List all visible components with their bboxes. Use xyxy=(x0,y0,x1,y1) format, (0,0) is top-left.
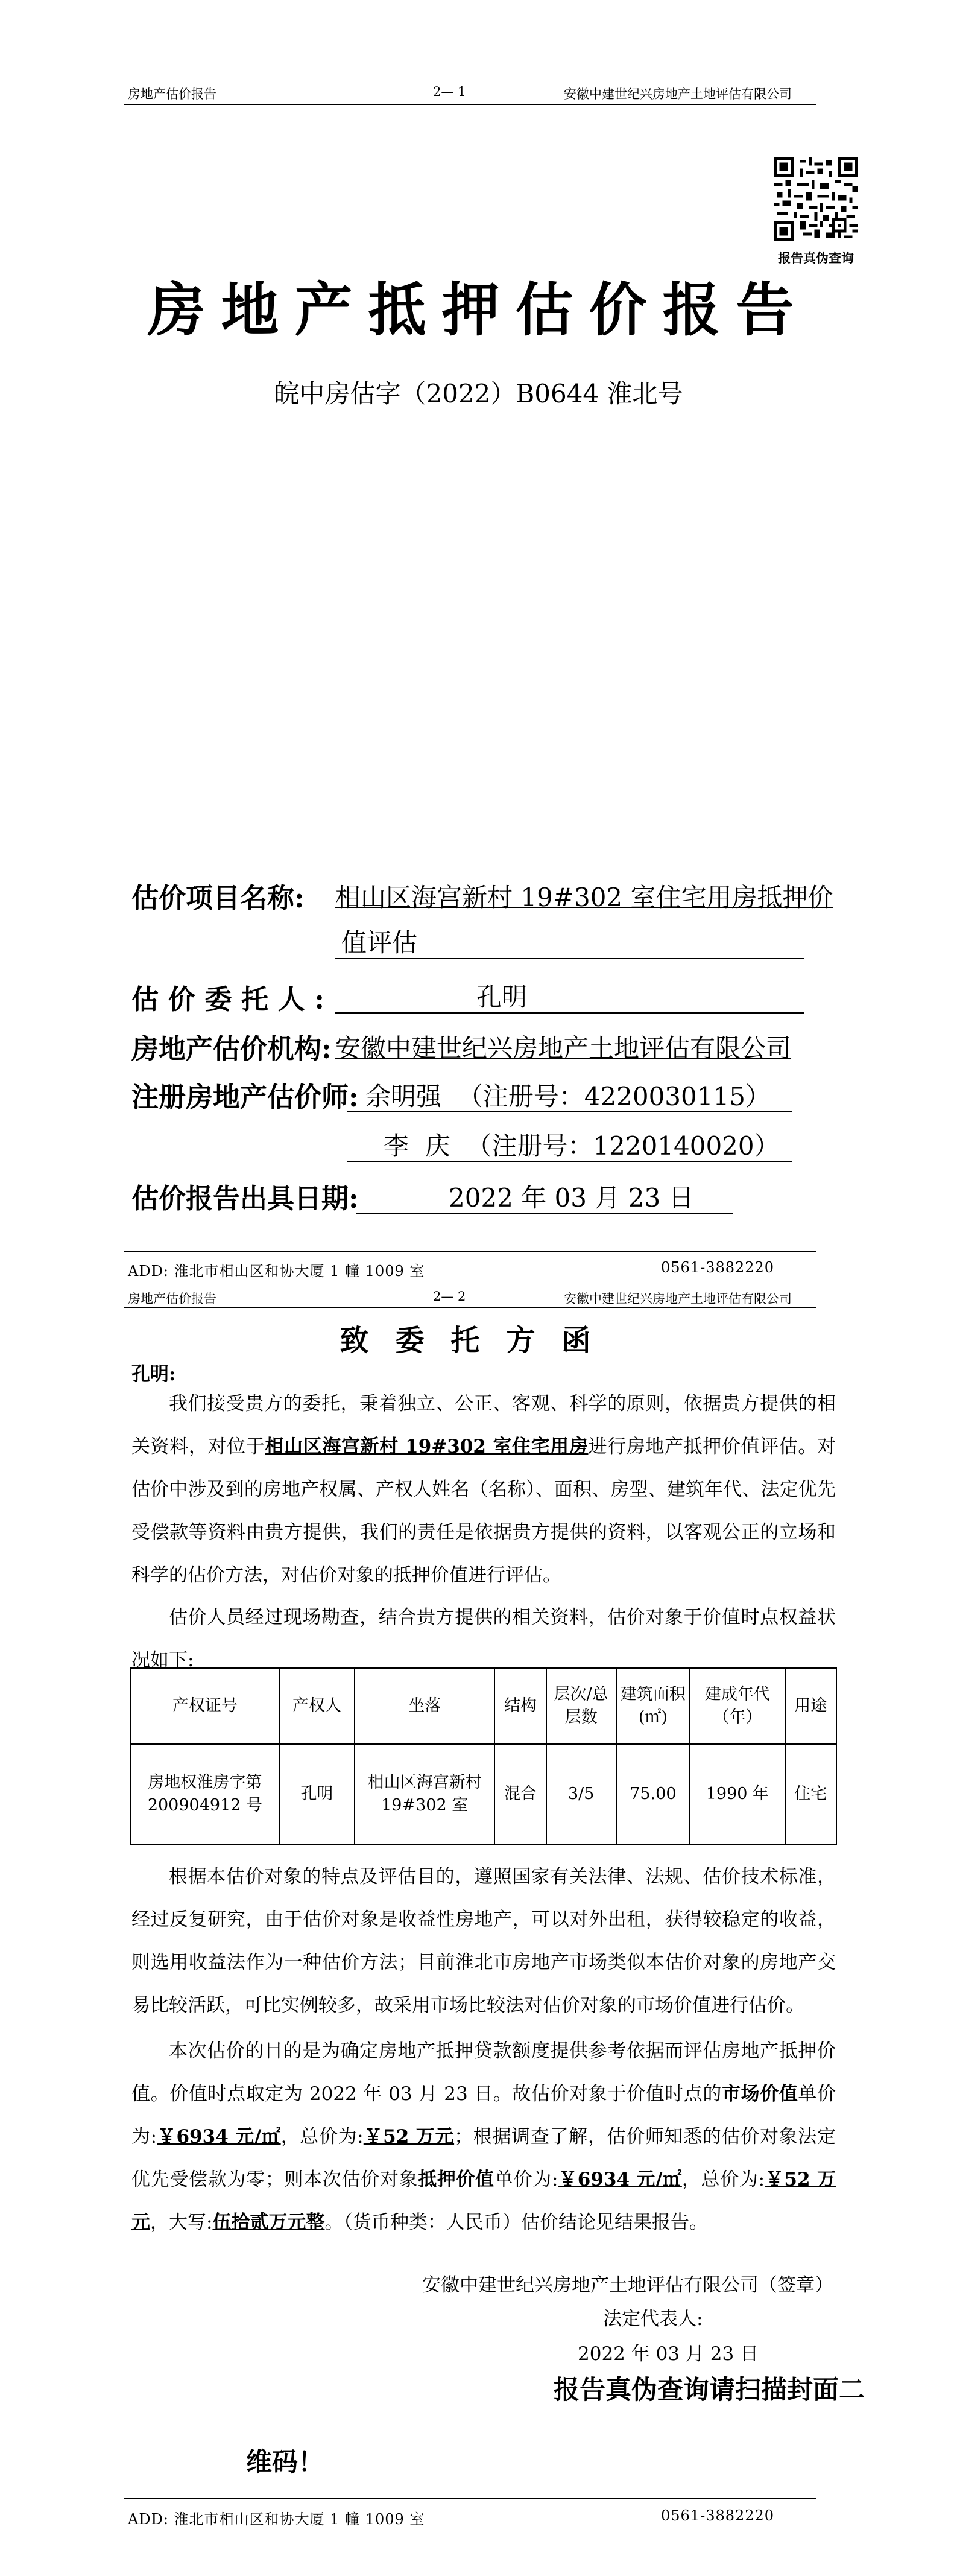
project-name-line2-underline xyxy=(335,956,804,959)
qr-code-icon[interactable] xyxy=(774,157,858,241)
table-header-cell: 用途 xyxy=(785,1668,836,1744)
signing-company: 安徽中建世纪兴房地产土地评估有限公司（签章） xyxy=(422,2274,833,2296)
report-date-label: 估价报告出具日期: xyxy=(131,1182,359,1214)
client-underline xyxy=(335,1010,804,1014)
market-unit-price: ￥6934 元/㎡ xyxy=(157,2126,281,2148)
property-address: 相山区海宫新村 19#302 室住宅用房 xyxy=(265,1436,589,1458)
project-name-line2: 值评估 xyxy=(341,928,418,957)
page1-footer-address: ADD: 淮北市相山区和协大厦 1 幢 1009 室 xyxy=(128,1263,425,1280)
table-cell-location: 相山区海宫新村19#302 室 xyxy=(355,1744,494,1844)
table-cell-year: 1990 年 xyxy=(690,1744,785,1844)
table-header-cell: 建筑面积(㎡) xyxy=(616,1668,690,1744)
table-header-cell: 结构 xyxy=(494,1668,546,1744)
letter-title: 致委托方函 xyxy=(340,1324,617,1357)
appraiser-1: 余明强 （注册号：4220030115） xyxy=(365,1082,771,1111)
project-name-label: 估价项目名称: xyxy=(131,882,305,914)
legal-representative: 法定代表人: xyxy=(603,2308,703,2330)
table-cell-area: 75.00 xyxy=(616,1744,690,1844)
page1-header-rule xyxy=(124,104,816,105)
paragraph-valuation-result: 本次估价的目的是为确定房地产抵押贷款额度提供参考依据而评估房地产抵押价值。价值时点取定为 2022 年 03 月 23 日。故估价对象于价值时点的市场价值单价为:￥6934 元/㎡，总价为:￥52 万元；根据调查了解，估价师知悉的估价对象法定优先受偿款为零；则本次估价对象抵押价值单价为:￥6934 元/㎡，总价为:￥52 万元，大写:伍拾贰万元整。（货币种类：人民币）估价结论见结果报告。 xyxy=(131,2040,836,2233)
page2-header-left: 房地产估价报告 xyxy=(128,1292,216,1306)
salutation: 孔明: xyxy=(131,1363,176,1385)
table-header-cell: 坐落 xyxy=(355,1668,494,1744)
agency-value: 安徽中建世纪兴房地产土地评估有限公司 xyxy=(335,1033,792,1063)
table-cell-floor: 3/5 xyxy=(546,1744,616,1844)
rights-table xyxy=(130,1667,837,1845)
report-number: 皖中房估字（2022）B0644 淮北号 xyxy=(274,379,683,408)
client-value: 孔明 xyxy=(476,982,528,1012)
table-header-row xyxy=(131,1668,836,1744)
verify-note-line1: 报告真伪查询请扫描封面二 xyxy=(554,2375,865,2405)
table-header-cell: 产权人 xyxy=(279,1668,355,1744)
paragraph-entrustment: 我们接受贵方的委托，秉着独立、公正、客观、科学的原则，依据贵方提供的相关资料，对位于相山区海宫新村 19#302 室住宅用房进行房地产抵押价值评估。对估价中涉及到的房地产权属、产权人姓名（名称）、面积、房型、建筑年代、法定优先受偿款等资料由贵方提供，我们的责任是依据贵方提供的资料，以客观公正的立场和科学的估价方法，对估价对象的抵押价值进行评估。 xyxy=(131,1393,836,1586)
table-cell-structure: 混合 xyxy=(494,1744,546,1844)
mortgage-unit-price: ￥6934 元/㎡ xyxy=(558,2169,682,2191)
paragraph-method: 根据本估价对象的特点及评估目的，遵照国家有关法律、法规、估价技术标准，经过反复研究，由于估价对象是收益性房地产，可以对外出租，获得较稳定的收益，则选用收益法作为一种估价方法；目前淮北市房地产市场类似本估价对象的房地产交易比较活跃，可比实例较多，故采用市场比较法对估价对象的市场价值进行估价。 xyxy=(131,1866,836,2016)
appraiser-2-underline xyxy=(347,1158,792,1162)
page2-header-company: 安徽中建世纪兴房地产土地评估有限公司 xyxy=(564,1292,792,1306)
verify-note-line2: 维码！ xyxy=(246,2448,324,2478)
page1-footer-phone: 0561-3882220 xyxy=(661,1259,775,1276)
page2-footer-rule xyxy=(124,2498,816,2499)
page2-footer-phone: 0561-3882220 xyxy=(661,2507,775,2524)
report-date-value: 2022 年 03 月 23 日 xyxy=(449,1183,694,1213)
page1-header-company: 安徽中建世纪兴房地产土地评估有限公司 xyxy=(564,87,792,101)
paragraph-survey: 估价人员经过现场勘查，结合贵方提供的相关资料，估价对象于价值时点权益状况如下: xyxy=(131,1607,836,1671)
project-name-line1: 相山区海宫新村 19#302 室住宅用房抵押价 xyxy=(335,883,833,912)
table-header-cell: 产权证号 xyxy=(131,1668,279,1744)
mortgage-total-price: ￥52 万元 xyxy=(131,2169,836,2233)
table-header-cell: 建成年代（年） xyxy=(690,1668,785,1744)
page2-header-rule xyxy=(124,1307,816,1308)
appraiser-label: 注册房地产估价师: xyxy=(131,1081,359,1113)
page2-header-page-number: 2— 2 xyxy=(433,1289,466,1304)
page2-footer-address: ADD: 淮北市相山区和协大厦 1 幢 1009 室 xyxy=(128,2511,425,2528)
client-label: 估 价 委 托 人 : xyxy=(131,983,324,1015)
cover-title: 房地产抵押估价报告 xyxy=(147,276,810,344)
appraiser-1-underline xyxy=(347,1109,792,1112)
appraiser-2: 李 庆 （注册号：1220140020） xyxy=(384,1131,780,1161)
table-cell-owner: 孔明 xyxy=(279,1744,355,1844)
table-header-cell: 层次/总层数 xyxy=(546,1668,616,1744)
table-cell-certificate: 房地权淮房字第200904912 号 xyxy=(131,1744,279,1844)
agency-label: 房地产估价机构: xyxy=(131,1033,332,1065)
page1-header-left: 房地产估价报告 xyxy=(128,87,216,101)
page1-header-page-number: 2— 1 xyxy=(433,84,466,99)
total-in-words: 伍拾贰万元整 xyxy=(212,2212,325,2233)
report-date-underline xyxy=(356,1210,733,1214)
market-total-price: ￥52 万元 xyxy=(363,2126,455,2148)
table-row xyxy=(131,1744,836,1844)
page1-footer-rule xyxy=(124,1251,816,1252)
table-cell-use: 住宅 xyxy=(785,1744,836,1844)
qr-caption: 报告真伪查询 xyxy=(778,250,854,265)
signing-date: 2022 年 03 月 23 日 xyxy=(578,2343,759,2365)
